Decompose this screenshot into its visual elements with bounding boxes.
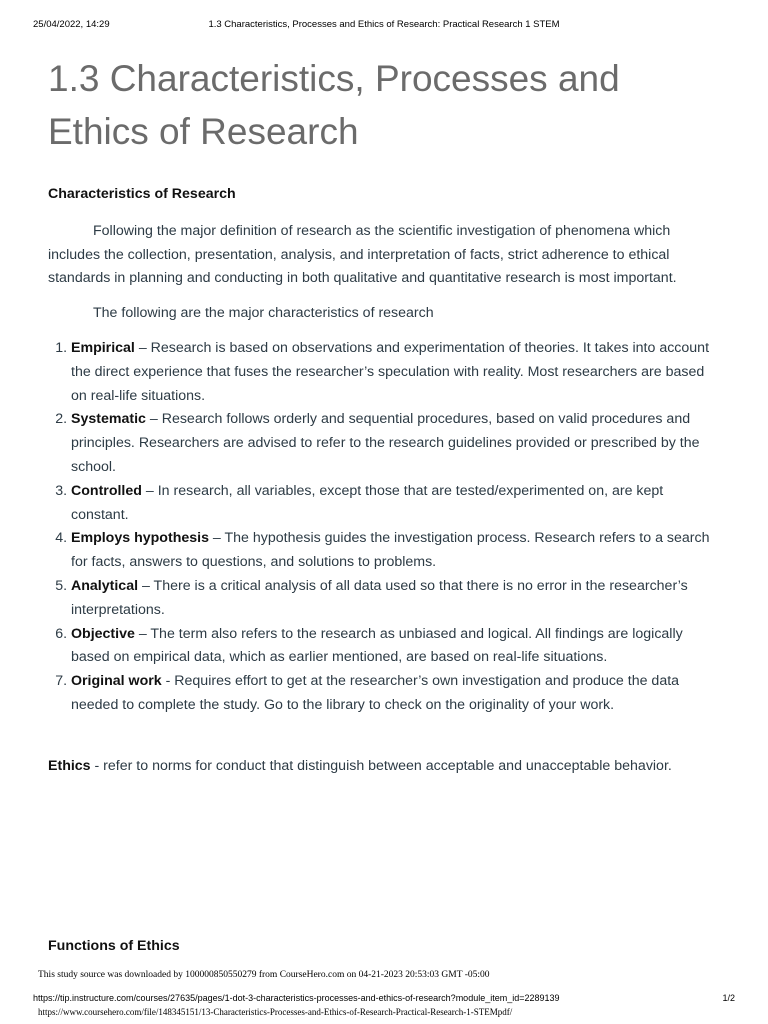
print-title: 1.3 Characteristics, Processes and Ethics of Research: Practical Research 1 STEM [208, 19, 560, 30]
list-item [71, 575, 720, 623]
item-term: Original work [71, 673, 162, 690]
item-term: Objective [71, 625, 135, 642]
print-date: 25/04/2022, 14:29 [33, 19, 110, 30]
page-content [48, 183, 720, 779]
list-item [71, 408, 720, 479]
page-title: 1.3 Characteristics, Processes and Ethics of Research [48, 58, 620, 152]
lead-paragraph: The following are the major characteristics of research [93, 305, 434, 322]
item-term: Controlled [71, 482, 142, 499]
item-text: - Requires effort to get at the researcher’s own investigation and produce the data needed to complete the study. Go to the library to check on the originality of your work. [71, 673, 680, 713]
item-text: – Research follows orderly and sequential procedures, based on valid procedures and principles. Researchers are advised to refer to the research guidelines provided or prescribed by the school. [71, 411, 700, 475]
intro-paragraph: Following the major definition of research as the scientific investigation of phenomena which includes the collection, presentation, analysis, and interpretation of facts, strict adherence to ethical standards in planning and conducting in both qualitative and quantitative research is most important. [48, 222, 677, 287]
page-number: 1/2 [722, 993, 735, 1003]
list-item [71, 623, 720, 671]
item-term: Employs hypothesis [71, 530, 209, 547]
item-term: Systematic [71, 411, 146, 428]
source-note: This study source was downloaded by 100000850550279 from CourseHero.com on 04-21-2023 20:53:03 GMT -05:00 [38, 970, 490, 980]
item-text: – Research is based on observations and experimentation of theories. It takes into account the direct experience that fuses the researcher’s speculation with reality. Most researchers are based on real-life situations. [71, 339, 710, 404]
coursehero-url: https://www.coursehero.com/file/148345151/13-Characteristics-Processes-and-Ethics-of-Research-Practical-Research-1-STEMpdf/ [38, 1007, 513, 1017]
item-text: – In research, all variables, except those that are tested/experimented on, are kept constant. [71, 482, 664, 523]
ethics-term: Ethics [48, 757, 91, 774]
characteristics-list [48, 337, 720, 718]
item-text: – There is a critical analysis of all data used so that there is no error in the researcher’s interpretations. [71, 577, 688, 618]
list-item [71, 337, 720, 408]
print-header [33, 19, 735, 33]
list-item [71, 480, 720, 528]
ethics-text: - refer to norms for conduct that distinguish between acceptable and unacceptable behavior. [90, 757, 672, 774]
ethics-definition [48, 755, 720, 779]
functions-heading: Functions of Ethics [48, 938, 180, 954]
item-text: – The hypothesis guides the investigation process. Research refers to a search for facts, answers to questions, and solutions to problems. [71, 530, 710, 571]
item-term: Empirical [71, 339, 135, 356]
print-footer [33, 993, 735, 1007]
item-text: – The term also refers to the research as unbiased and logical. All findings are logically based on empirical data, which as earlier mentioned, are based on real-life situations. [71, 625, 683, 666]
characteristics-heading: Characteristics of Research [48, 186, 236, 202]
page-url: https://tip.instructure.com/courses/27635/pages/1-dot-3-characteristics-processes-and-ethics-of-research?module_item_id=2289139 [33, 993, 560, 1003]
item-term: Analytical [71, 577, 139, 594]
list-item [71, 670, 720, 718]
list-item [71, 527, 720, 575]
